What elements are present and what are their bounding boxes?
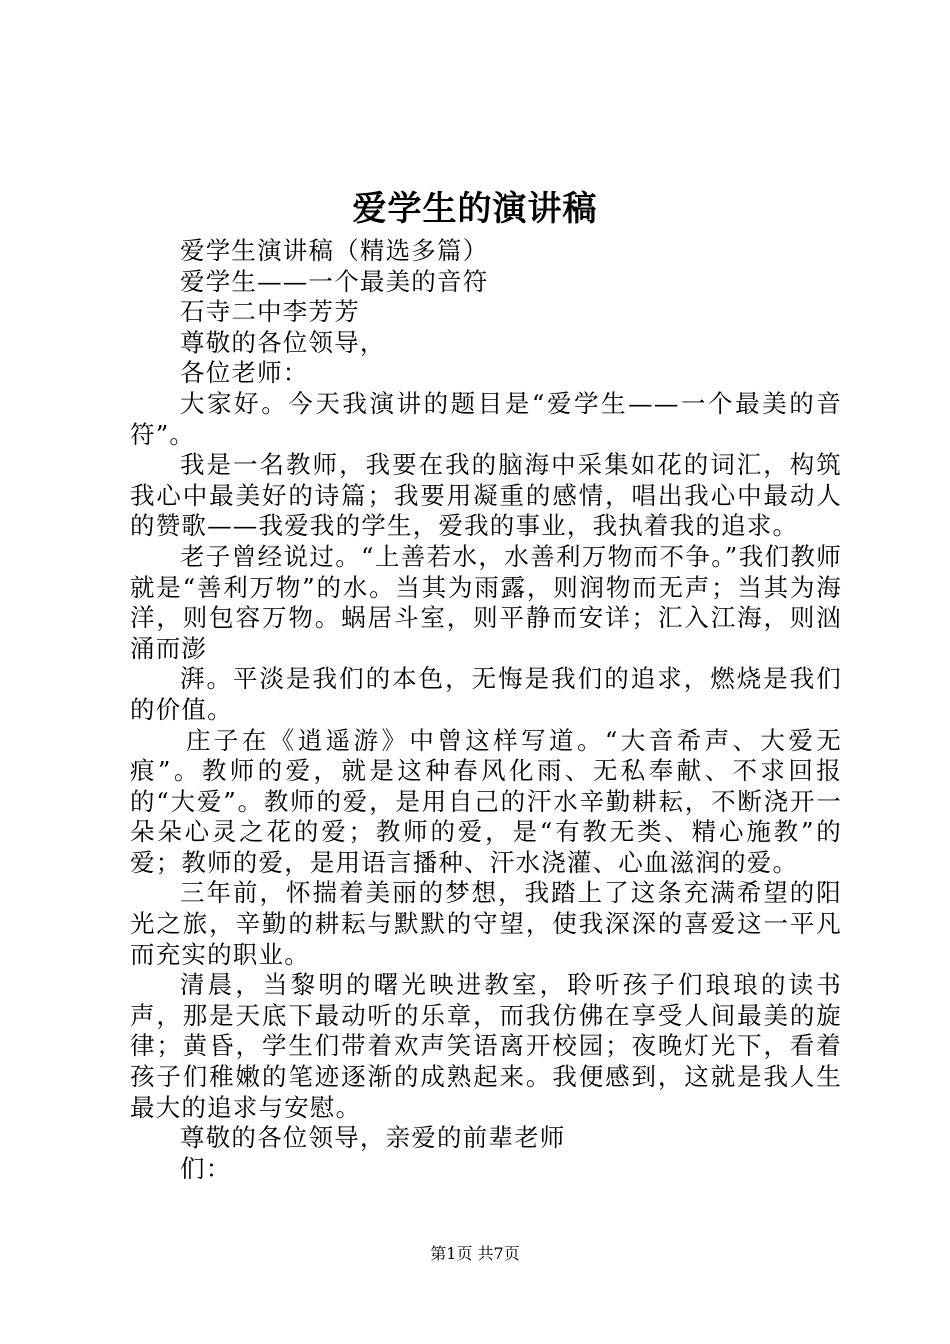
paragraph-zhuangzi: 庄子在《逍遥游》中曾这样写道。“大音希声、大爱无痕”。教师的爱，就是这种春风化雨、无私奉献、不求回报的“大爱”。教师的爱，是用自己的汗水辛勤耕耘，不断浇开一朵朵心灵之花的爱；教师的爱，是“有教无类、精心施教”的爱；教师的爱，是用语言播种、汗水浇灌、心血滋润的爱。 (130, 725, 842, 877)
paragraph-closing-continued: 们： (180, 1153, 232, 1183)
paragraph-three-years: 三年前，怀揣着美丽的梦想，我踏上了这条充满希望的阳光之旅，辛勤的耕耘与默默的守望，使我深深的喜爱这一平凡而充实的职业。 (130, 878, 842, 969)
paragraph-subtitle: 爱学生演讲稿（精选多篇） (180, 236, 489, 265)
paragraph-speech-title: 爱学生——一个最美的音符 (180, 266, 489, 296)
paragraph-laozi: 老子曾经说过。“上善若水，水善利万物而不争。”我们教师就是“善利万物”的水。当其为雨露，则润物而无声；当其为海洋，则包容万物。蜗居斗室，则平静而安详；汇入江海，则汹涌而澎 (130, 541, 842, 663)
paragraph-morning: 清晨，当黎明的曙光映进教室，聆听孩子们琅琅的读书声，那是天底下最动听的乐章，而我仿佛在享受人间最美的旋律；黄昏，学生们带着欢声笑语离开校园；夜晚灯光下，看着孩子们稚嫩的笔迹逐渐的成熟起来。我便感到，这就是我人生最大的追求与安慰。 (130, 970, 842, 1122)
page-footer: 第1页 共7页 (430, 1244, 520, 1263)
paragraph-author: 石寺二中李芳芳 (180, 297, 360, 327)
document-body (130, 236, 842, 1184)
paragraph-salutation-leaders: 尊敬的各位领导， (180, 327, 386, 357)
paragraph-closing-salutation: 尊敬的各位领导，亲爱的前辈老师 (180, 1123, 566, 1153)
document-title: 爱学生的演讲稿 (352, 189, 598, 229)
paragraph-laozi-continued: 湃。平淡是我们的本色，无悔是我们的追求，燃烧是我们的价值。 (130, 664, 842, 724)
paragraph-salutation-teachers: 各位老师： (180, 358, 309, 388)
paragraph-teacher-intro: 我是一名教师，我要在我的脑海中采集如花的词汇，构筑我心中最美好的诗篇；我要用凝重的感情，唱出我心中最动人的赞歌——我爱我的学生，爱我的事业，我执着我的追求。 (130, 450, 842, 541)
paragraph-greeting: 大家好。今天我演讲的题目是“爱学生——一个最美的音符”。 (130, 388, 842, 449)
